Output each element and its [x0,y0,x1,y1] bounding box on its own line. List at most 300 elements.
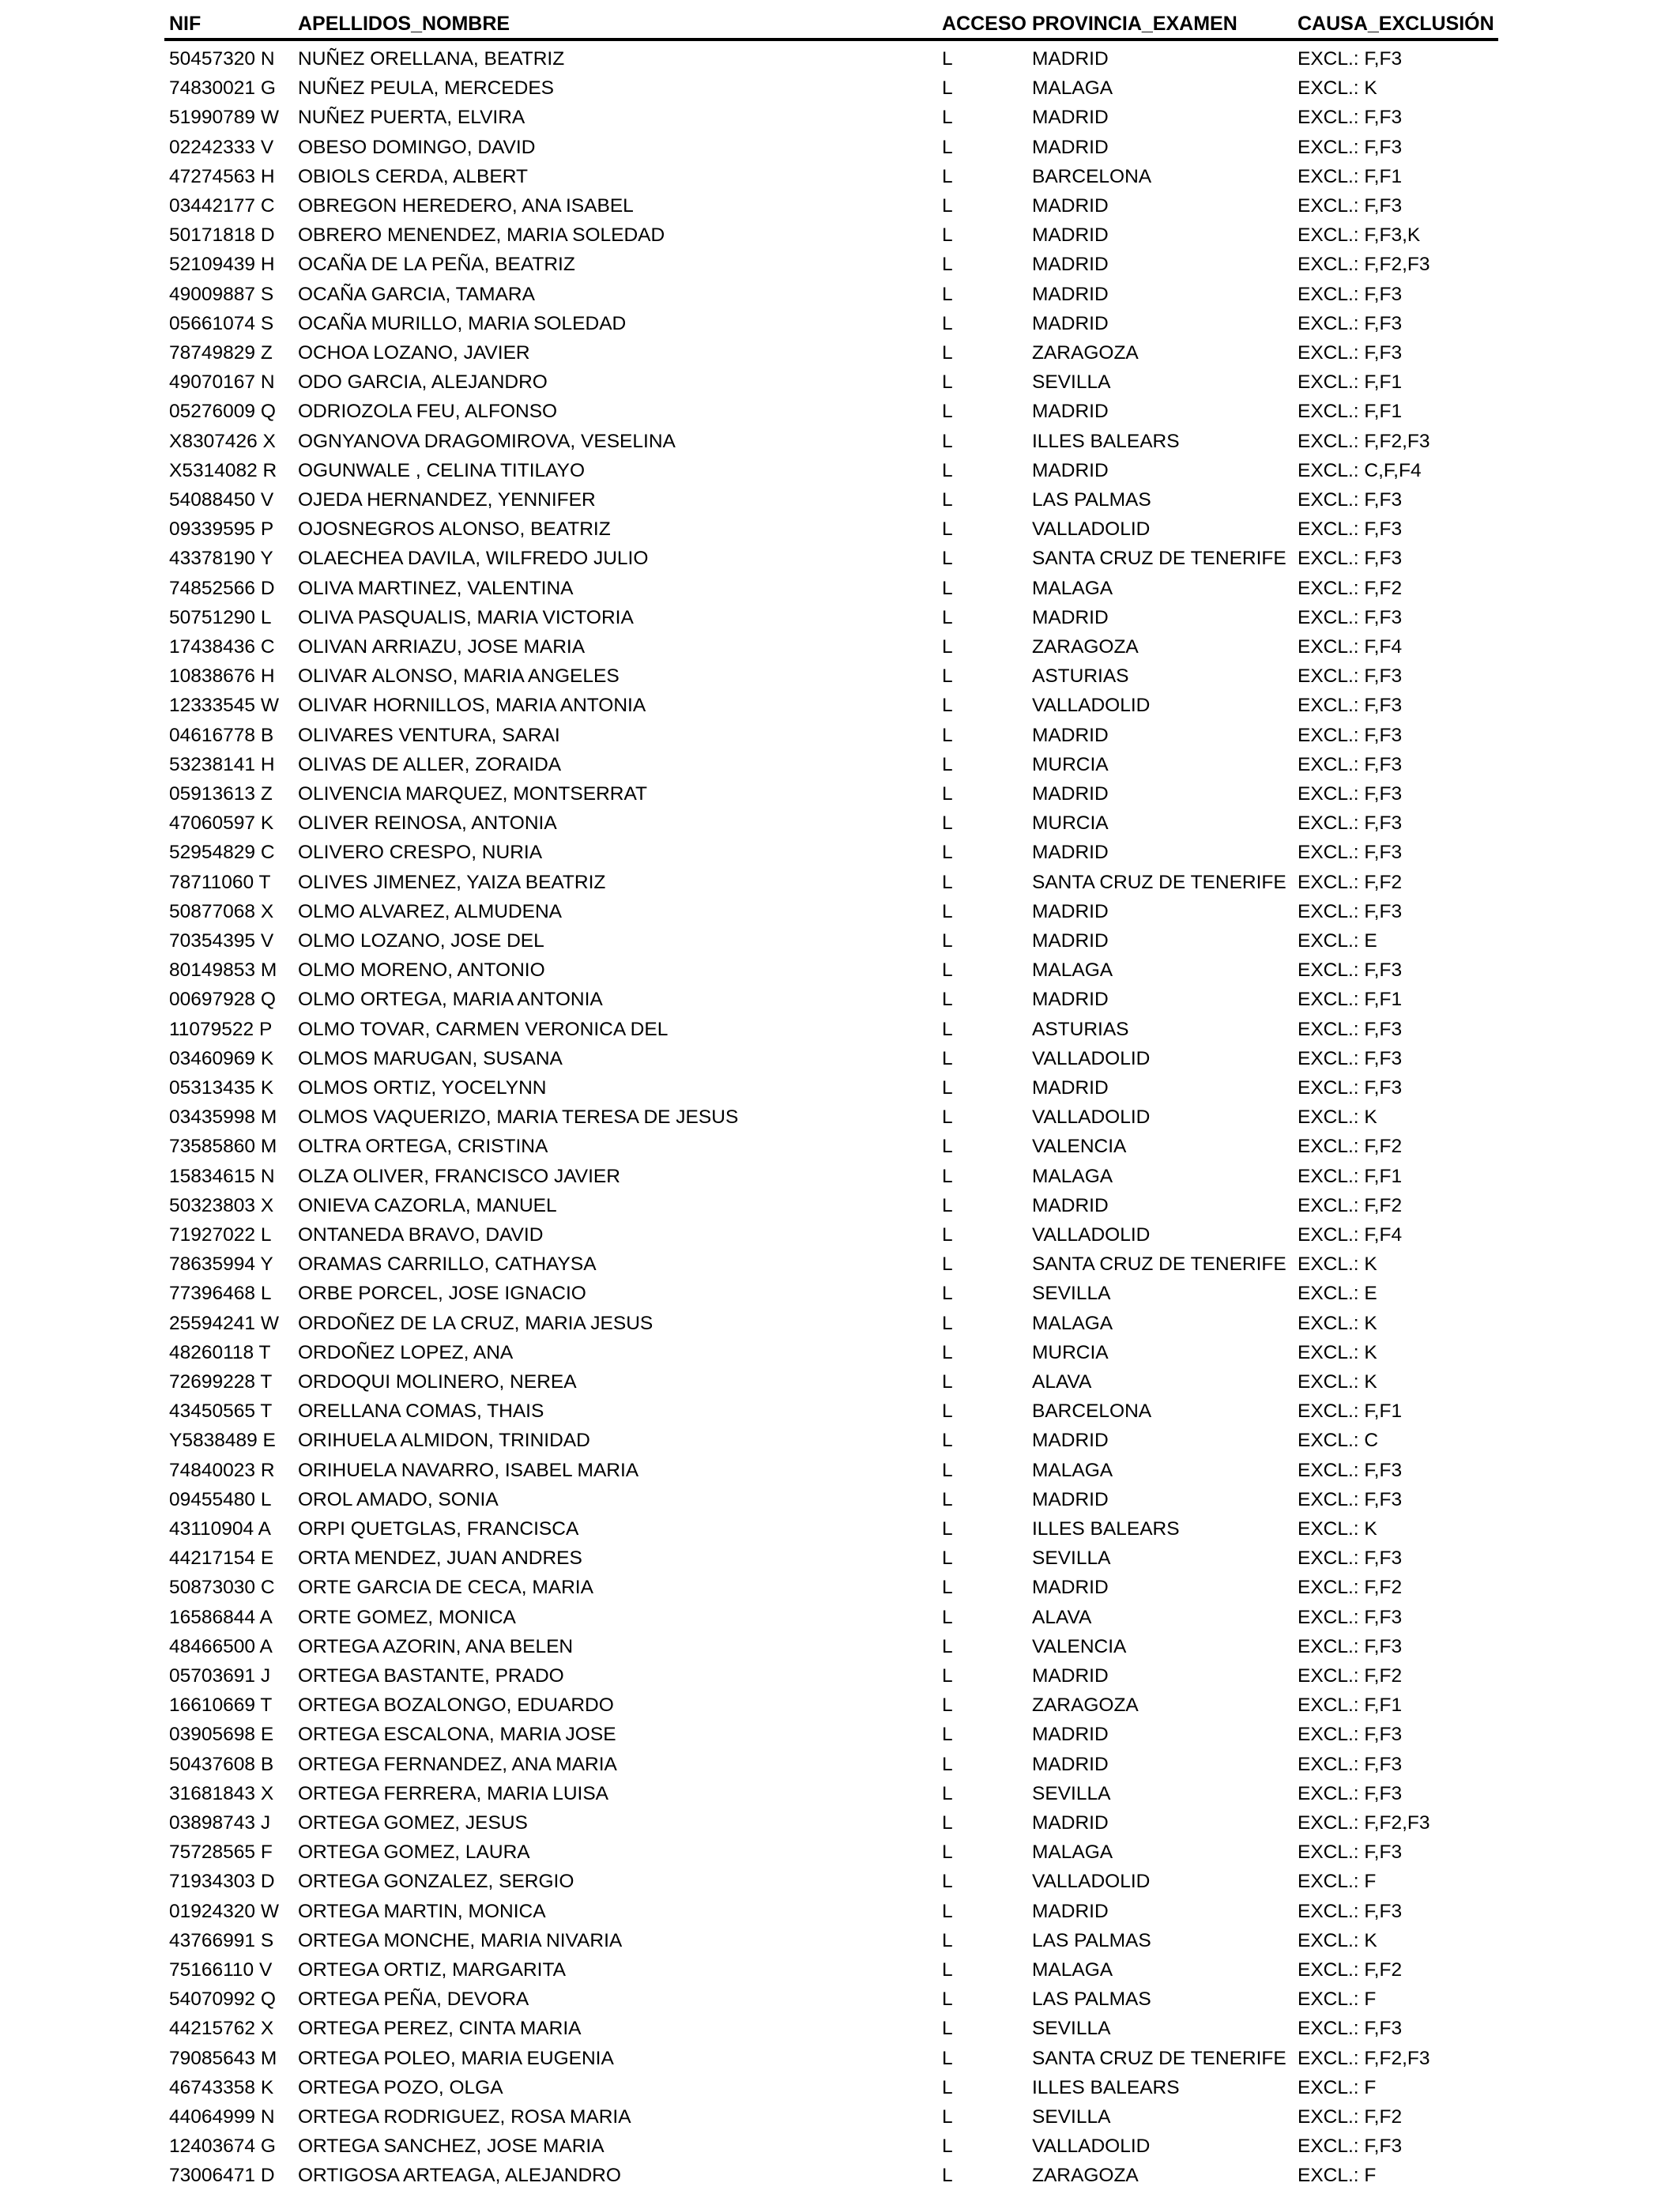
cell-acceso: L [942,1136,953,1158]
cell-acceso: L [942,1018,953,1040]
table-row [0,1162,1680,1191]
cell-apellidos-nombre: OJOSNEGROS ALONSO, BEATRIZ [298,518,611,541]
cell-nif: 75166110 V [169,1959,273,1981]
cell-provincia-examen: LAS PALMAS [1032,1989,1151,2011]
cell-provincia-examen: VALLADOLID [1032,1871,1151,1893]
table-row [0,1103,1680,1132]
cell-causa-exclusion: EXCL.: F,F3 [1298,1547,1403,1570]
cell-apellidos-nombre: OLMO ALVAREZ, ALMUDENA [298,900,563,922]
table-row [0,1838,1680,1867]
cell-acceso: L [942,1665,953,1687]
cell-provincia-examen: SANTA CRUZ DE TENERIFE [1032,871,1286,893]
cell-provincia-examen: MADRID [1032,1665,1109,1687]
cell-apellidos-nombre: ORTEGA RODRIGUEZ, ROSA MARIA [298,2106,631,2128]
cell-acceso: L [942,48,953,70]
cell-provincia-examen: SEVILLA [1032,2106,1111,2128]
cell-causa-exclusion: EXCL.: C,F,F4 [1298,459,1422,481]
cell-causa-exclusion: EXCL.: F,F1 [1298,989,1403,1011]
cell-causa-exclusion: EXCL.: F,F1 [1298,401,1403,423]
cell-apellidos-nombre: OLIVAR HORNILLOS, MARIA ANTONIA [298,695,646,717]
cell-causa-exclusion: EXCL.: F,F3 [1298,753,1403,775]
cell-acceso: L [942,548,953,570]
cell-apellidos-nombre: ORTEGA ESCALONA, MARIA JOSE [298,1724,616,1746]
cell-nif: 73006471 D [169,2165,275,2187]
table-row [0,1779,1680,1808]
cell-apellidos-nombre: OBIOLS CERDA, ALBERT [298,165,528,187]
cell-nif: 50877068 X [169,900,274,922]
cell-nif: 52109439 H [169,254,275,276]
cell-apellidos-nombre: OLIVA PASQUALIS, MARIA VICTORIA [298,606,634,628]
cell-provincia-examen: MADRID [1032,1430,1109,1452]
cell-nif: 47274563 H [169,165,275,187]
table-row [0,956,1680,985]
cell-causa-exclusion: EXCL.: F,F2,F3 [1298,1812,1430,1834]
cell-nif: 50437608 B [169,1753,274,1775]
table-header [0,8,1680,40]
cell-apellidos-nombre: ORTEGA GONZALEZ, SERGIO [298,1871,574,1893]
cell-causa-exclusion: EXCL.: F,F3 [1298,342,1403,364]
cell-causa-exclusion: EXCL.: F,F3 [1298,1077,1403,1099]
cell-provincia-examen: SANTA CRUZ DE TENERIFE [1032,2047,1286,2069]
cell-apellidos-nombre: OLMO LOZANO, JOSE DEL [298,930,544,952]
cell-nif: 03435998 M [169,1106,277,1129]
table-row [0,1456,1680,1485]
header-nif: NIF [169,13,202,35]
cell-acceso: L [942,1165,953,1187]
table-row [0,1808,1680,1838]
cell-acceso: L [942,1871,953,1893]
cell-acceso: L [942,1547,953,1570]
cell-apellidos-nombre: OLIVA MARTINEZ, VALENTINA [298,577,574,599]
cell-causa-exclusion: EXCL.: K [1298,1929,1377,1951]
cell-causa-exclusion: EXCL.: F,F2 [1298,577,1403,599]
cell-provincia-examen: MURCIA [1032,753,1109,775]
table-row [0,1720,1680,1749]
cell-provincia-examen: MADRID [1032,48,1109,70]
table-row [0,1191,1680,1220]
cell-nif: 11079522 P [169,1018,273,1040]
table-row [0,485,1680,515]
cell-nif: 75728565 F [169,1842,273,1864]
cell-nif: 54088450 V [169,489,274,511]
table-row [0,133,1680,162]
cell-causa-exclusion: EXCL.: F,F1 [1298,165,1403,187]
cell-apellidos-nombre: OLIVAS DE ALLER, ZORAIDA [298,753,562,775]
table-row [0,779,1680,809]
cell-apellidos-nombre: OJEDA HERNANDEZ, YENNIFER [298,489,596,511]
cell-causa-exclusion: EXCL.: F,F3 [1298,1782,1403,1804]
table-row [0,250,1680,279]
cell-acceso: L [942,2076,953,2098]
cell-provincia-examen: MALAGA [1032,77,1113,100]
cell-causa-exclusion: EXCL.: F,F2,F3 [1298,430,1430,452]
cell-provincia-examen: MADRID [1032,107,1109,129]
cell-provincia-examen: MADRID [1032,283,1109,305]
cell-apellidos-nombre: OCAÑA MURILLO, MARIA SOLEDAD [298,312,627,334]
cell-provincia-examen: ZARAGOZA [1032,2165,1139,2187]
table-row [0,2014,1680,2043]
cell-apellidos-nombre: ORTEGA MONCHE, MARIA NIVARIA [298,1929,623,1951]
cell-provincia-examen: SEVILLA [1032,371,1111,394]
cell-provincia-examen: BARCELONA [1032,165,1152,187]
cell-acceso: L [942,1047,953,1069]
table-row [0,868,1680,897]
cell-apellidos-nombre: ORTEGA AZORIN, ANA BELEN [298,1635,574,1657]
table-row [0,1985,1680,2014]
cell-nif: 12333545 W [169,695,279,717]
cell-provincia-examen: ZARAGOZA [1032,636,1139,658]
cell-acceso: L [942,1577,953,1599]
cell-provincia-examen: MALAGA [1032,577,1113,599]
cell-acceso: L [942,1077,953,1099]
cell-apellidos-nombre: OLMOS VAQUERIZO, MARIA TERESA DE JESUS [298,1106,739,1129]
cell-acceso: L [942,224,953,247]
cell-apellidos-nombre: ORTEGA BASTANTE, PRADO [298,1665,564,1687]
cell-nif: 02242333 V [169,136,274,158]
cell-causa-exclusion: EXCL.: F,F1 [1298,371,1403,394]
cell-acceso: L [942,459,953,481]
cell-nif: 05276009 Q [169,401,276,423]
cell-nif: 50873030 C [169,1577,275,1599]
cell-nif: 70354395 V [169,930,274,952]
cell-provincia-examen: SEVILLA [1032,1547,1111,1570]
table-row [0,1514,1680,1544]
cell-acceso: L [942,489,953,511]
cell-causa-exclusion: EXCL.: F,F3 [1298,606,1403,628]
table-row [0,721,1680,750]
cell-causa-exclusion: EXCL.: F,F2,F3 [1298,254,1430,276]
cell-acceso: L [942,842,953,864]
cell-nif: 03442177 C [169,195,275,217]
cell-apellidos-nombre: NUÑEZ PEULA, MERCEDES [298,77,555,100]
cell-acceso: L [942,1312,953,1334]
cell-apellidos-nombre: NUÑEZ PUERTA, ELVIRA [298,107,525,129]
cell-provincia-examen: MADRID [1032,312,1109,334]
table-row [0,1691,1680,1720]
cell-provincia-examen: VALLADOLID [1032,1224,1151,1246]
table-row [0,985,1680,1014]
cell-provincia-examen: VALLADOLID [1032,695,1151,717]
cell-nif: 31681843 X [169,1782,274,1804]
cell-acceso: L [942,136,953,158]
header-acceso: ACCESO [942,13,1026,35]
table-row [0,838,1680,867]
cell-apellidos-nombre: OGNYANOVA DRAGOMIROVA, VESELINA [298,430,676,452]
cell-causa-exclusion: EXCL.: F [1298,2076,1377,2098]
cell-nif: 48466500 A [169,1635,273,1657]
table-row [0,427,1680,456]
cell-acceso: L [942,312,953,334]
cell-acceso: L [942,2047,953,2069]
cell-provincia-examen: MADRID [1032,724,1109,746]
cell-provincia-examen: MADRID [1032,842,1109,864]
table-row [0,397,1680,426]
table-row [0,2073,1680,2102]
cell-nif: 77396468 L [169,1283,272,1305]
table-row [0,1750,1680,1779]
table-row [0,103,1680,132]
cell-nif: 16610669 T [169,1695,273,1717]
cell-nif: 17438436 C [169,636,275,658]
cell-apellidos-nombre: OCAÑA GARCIA, TAMARA [298,283,535,305]
cell-causa-exclusion: EXCL.: F,F3 [1298,1724,1403,1746]
cell-acceso: L [942,606,953,628]
table-row [0,1367,1680,1397]
cell-nif: 79085643 M [169,2047,277,2069]
cell-nif: Y5838489 E [169,1430,276,1452]
cell-nif: 50457320 N [169,48,275,70]
cell-causa-exclusion: EXCL.: F [1298,2165,1377,2187]
table-row [0,74,1680,103]
cell-acceso: L [942,1929,953,1951]
table-row [0,1250,1680,1279]
cell-acceso: L [942,518,953,541]
cell-provincia-examen: VALLADOLID [1032,1106,1151,1129]
cell-causa-exclusion: EXCL.: F,F3 [1298,48,1403,70]
cell-apellidos-nombre: ORTEGA MARTIN, MONICA [298,1900,546,1922]
cell-causa-exclusion: EXCL.: F,F3 [1298,812,1403,835]
cell-provincia-examen: ALAVA [1032,1371,1092,1393]
header-provincia-examen: PROVINCIA_EXAMEN [1032,13,1237,35]
cell-causa-exclusion: EXCL.: F,F3 [1298,1488,1403,1510]
table-row [0,368,1680,397]
cell-nif: 43450565 T [169,1400,273,1423]
cell-acceso: L [942,1782,953,1804]
table-row [0,926,1680,956]
table-row [0,1485,1680,1514]
cell-nif: 25594241 W [169,1312,279,1334]
cell-acceso: L [942,1842,953,1864]
cell-acceso: L [942,401,953,423]
cell-causa-exclusion: EXCL.: F [1298,1871,1377,1893]
cell-nif: 12403674 G [169,2136,276,2158]
cell-nif: 44064999 N [169,2106,275,2128]
cell-acceso: L [942,724,953,746]
cell-apellidos-nombre: ORTEGA POZO, OLGA [298,2076,503,2098]
cell-acceso: L [942,959,953,982]
cell-nif: 09339595 P [169,518,274,541]
cell-acceso: L [942,989,953,1011]
cell-apellidos-nombre: OLMO MORENO, ANTONIO [298,959,545,982]
cell-apellidos-nombre: ORTE GOMEZ, MONICA [298,1606,516,1628]
cell-apellidos-nombre: ORPI QUETGLAS, FRANCISCA [298,1518,579,1540]
cell-acceso: L [942,2018,953,2040]
cell-apellidos-nombre: ODO GARCIA, ALEJANDRO [298,371,548,394]
cell-apellidos-nombre: ORAMAS CARRILLO, CATHAYSA [298,1253,597,1276]
cell-apellidos-nombre: ORDOÑEZ LOPEZ, ANA [298,1341,514,1363]
cell-acceso: L [942,812,953,835]
table-row [0,662,1680,691]
cell-nif: 43110904 A [169,1518,271,1540]
cell-causa-exclusion: EXCL.: F,F2 [1298,871,1403,893]
cell-provincia-examen: SANTA CRUZ DE TENERIFE [1032,548,1286,570]
table-row [0,1603,1680,1632]
table-row [0,1955,1680,1985]
cell-acceso: L [942,1695,953,1717]
cell-causa-exclusion: EXCL.: F [1298,1989,1377,2011]
cell-causa-exclusion: EXCL.: K [1298,1253,1377,1276]
cell-apellidos-nombre: ORTEGA PEREZ, CINTA MARIA [298,2018,582,2040]
cell-acceso: L [942,283,953,305]
cell-nif: 47060597 K [169,812,274,835]
cell-causa-exclusion: EXCL.: F,F3 [1298,136,1403,158]
cell-apellidos-nombre: OCAÑA DE LA PEÑA, BEATRIZ [298,254,575,276]
cell-causa-exclusion: EXCL.: F,F3 [1298,195,1403,217]
cell-nif: 05661074 S [169,312,274,334]
cell-nif: 49009887 S [169,283,274,305]
cell-apellidos-nombre: ODRIOZOLA FEU, ALFONSO [298,401,558,423]
table-row [0,897,1680,926]
table-row [0,1220,1680,1250]
cell-causa-exclusion: EXCL.: F,F3 [1298,312,1403,334]
cell-provincia-examen: VALENCIA [1032,1635,1127,1657]
cell-provincia-examen: MALAGA [1032,1312,1113,1334]
cell-apellidos-nombre: OLTRA ORTEGA, CRISTINA [298,1136,548,1158]
cell-causa-exclusion: EXCL.: F,F2 [1298,1959,1403,1981]
cell-provincia-examen: MADRID [1032,930,1109,952]
table-row [0,809,1680,838]
cell-provincia-examen: ZARAGOZA [1032,1695,1139,1717]
table-row [0,1015,1680,1044]
cell-nif: 04616778 B [169,724,274,746]
cell-causa-exclusion: EXCL.: C [1298,1430,1379,1452]
cell-apellidos-nombre: OBREGON HEREDERO, ANA ISABEL [298,195,634,217]
cell-acceso: L [942,695,953,717]
cell-provincia-examen: ASTURIAS [1032,665,1129,688]
cell-provincia-examen: MALAGA [1032,1959,1113,1981]
cell-apellidos-nombre: ORTEGA BOZALONGO, EDUARDO [298,1695,614,1717]
cell-causa-exclusion: EXCL.: K [1298,77,1377,100]
table-row [0,191,1680,221]
cell-provincia-examen: MADRID [1032,254,1109,276]
cell-causa-exclusion: EXCL.: F,F3 [1298,283,1403,305]
cell-acceso: L [942,1224,953,1246]
table-row [0,603,1680,632]
cell-nif: 05313435 K [169,1077,274,1099]
cell-nif: 05703691 J [169,1665,271,1687]
cell-apellidos-nombre: ORIHUELA NAVARRO, ISABEL MARIA [298,1459,639,1481]
cell-apellidos-nombre: ORTEGA FERRERA, MARIA LUISA [298,1782,609,1804]
cell-acceso: L [942,753,953,775]
cell-apellidos-nombre: OLAECHEA DAVILA, WILFREDO JULIO [298,548,649,570]
cell-apellidos-nombre: ORIHUELA ALMIDON, TRINIDAD [298,1430,590,1452]
cell-causa-exclusion: EXCL.: F,F3 [1298,1606,1403,1628]
cell-nif: 73585860 M [169,1136,277,1158]
cell-apellidos-nombre: OLMOS ORTIZ, YOCELYNN [298,1077,547,1099]
cell-nif: 03460969 K [169,1047,274,1069]
cell-causa-exclusion: EXCL.: F,F3 [1298,724,1403,746]
cell-apellidos-nombre: OLIVERO CRESPO, NURIA [298,842,543,864]
cell-apellidos-nombre: ORTIGOSA ARTEAGA, ALEJANDRO [298,2165,621,2187]
cell-nif: 05913613 Z [169,783,273,805]
cell-provincia-examen: MADRID [1032,459,1109,481]
cell-causa-exclusion: EXCL.: F,F3 [1298,1900,1403,1922]
cell-provincia-examen: MADRID [1032,224,1109,247]
cell-nif: 16586844 A [169,1606,273,1628]
cell-nif: 78711060 T [169,871,271,893]
cell-provincia-examen: MADRID [1032,1194,1109,1216]
cell-provincia-examen: MADRID [1032,606,1109,628]
cell-causa-exclusion: EXCL.: F,F3 [1298,783,1403,805]
cell-acceso: L [942,2136,953,2158]
cell-acceso: L [942,871,953,893]
cell-acceso: L [942,1812,953,1834]
cell-provincia-examen: SEVILLA [1032,1782,1111,1804]
cell-acceso: L [942,1488,953,1510]
cell-provincia-examen: MADRID [1032,136,1109,158]
cell-acceso: L [942,665,953,688]
cell-nif: 71927022 L [169,1224,272,1246]
cell-provincia-examen: MALAGA [1032,1842,1113,1864]
header-apellidos-nombre: APELLIDOS_NOMBRE [298,13,510,35]
cell-provincia-examen: VALENCIA [1032,1136,1127,1158]
cell-causa-exclusion: EXCL.: F,F3 [1298,107,1403,129]
table-row [0,1632,1680,1661]
cell-causa-exclusion: EXCL.: F,F1 [1298,1165,1403,1187]
cell-acceso: L [942,1283,953,1305]
cell-acceso: L [942,1341,953,1363]
cell-apellidos-nombre: OLIVES JIMENEZ, YAIZA BEATRIZ [298,871,606,893]
cell-causa-exclusion: EXCL.: K [1298,1371,1377,1393]
cell-apellidos-nombre: ORTEGA GOMEZ, LAURA [298,1842,530,1864]
table-row [0,162,1680,191]
cell-provincia-examen: ILLES BALEARS [1032,2076,1180,2098]
table-row [0,1073,1680,1103]
table-row [0,1897,1680,1926]
cell-causa-exclusion: EXCL.: F,F3 [1298,959,1403,982]
table-row [0,1338,1680,1367]
cell-causa-exclusion: EXCL.: F,F3 [1298,665,1403,688]
cell-causa-exclusion: EXCL.: F,F3 [1298,489,1403,511]
cell-causa-exclusion: EXCL.: F,F4 [1298,1224,1403,1246]
cell-nif: 78635994 Y [169,1253,273,1276]
cell-apellidos-nombre: ONIEVA CAZORLA, MANUEL [298,1194,557,1216]
cell-nif: 00697928 Q [169,989,276,1011]
cell-nif: 50323803 X [169,1194,274,1216]
cell-provincia-examen: MADRID [1032,1488,1109,1510]
cell-provincia-examen: MURCIA [1032,812,1109,835]
cell-nif: 48260118 T [169,1341,271,1363]
cell-provincia-examen: MADRID [1032,1077,1109,1099]
cell-causa-exclusion: EXCL.: K [1298,1106,1377,1129]
cell-causa-exclusion: EXCL.: F,F3 [1298,1635,1403,1657]
cell-nif: 54070992 Q [169,1989,276,2011]
cell-nif: 01924320 W [169,1900,279,1922]
cell-provincia-examen: VALLADOLID [1032,2136,1151,2158]
table-row [0,2161,1680,2190]
cell-apellidos-nombre: ORDOQUI MOLINERO, NEREA [298,1371,577,1393]
cell-acceso: L [942,636,953,658]
cell-nif: 74830021 G [169,77,276,100]
header-rule [164,38,1498,41]
cell-nif: 03905698 E [169,1724,274,1746]
cell-nif: 80149853 M [169,959,277,982]
cell-causa-exclusion: EXCL.: F,F2,F3 [1298,2047,1430,2069]
table-row [0,2102,1680,2132]
cell-causa-exclusion: EXCL.: F,F3 [1298,2136,1403,2158]
cell-apellidos-nombre: ORBE PORCEL, JOSE IGNACIO [298,1283,586,1305]
cell-acceso: L [942,1371,953,1393]
table-row [0,1573,1680,1602]
cell-apellidos-nombre: OGUNWALE , CELINA TITILAYO [298,459,586,481]
cell-nif: 74852566 D [169,577,275,599]
cell-provincia-examen: MADRID [1032,989,1109,1011]
table-row [0,456,1680,485]
cell-causa-exclusion: EXCL.: F,F3 [1298,518,1403,541]
cell-acceso: L [942,1606,953,1628]
header-causa-exclusion: CAUSA_EXCLUSIÓN [1298,13,1494,35]
cell-acceso: L [942,577,953,599]
